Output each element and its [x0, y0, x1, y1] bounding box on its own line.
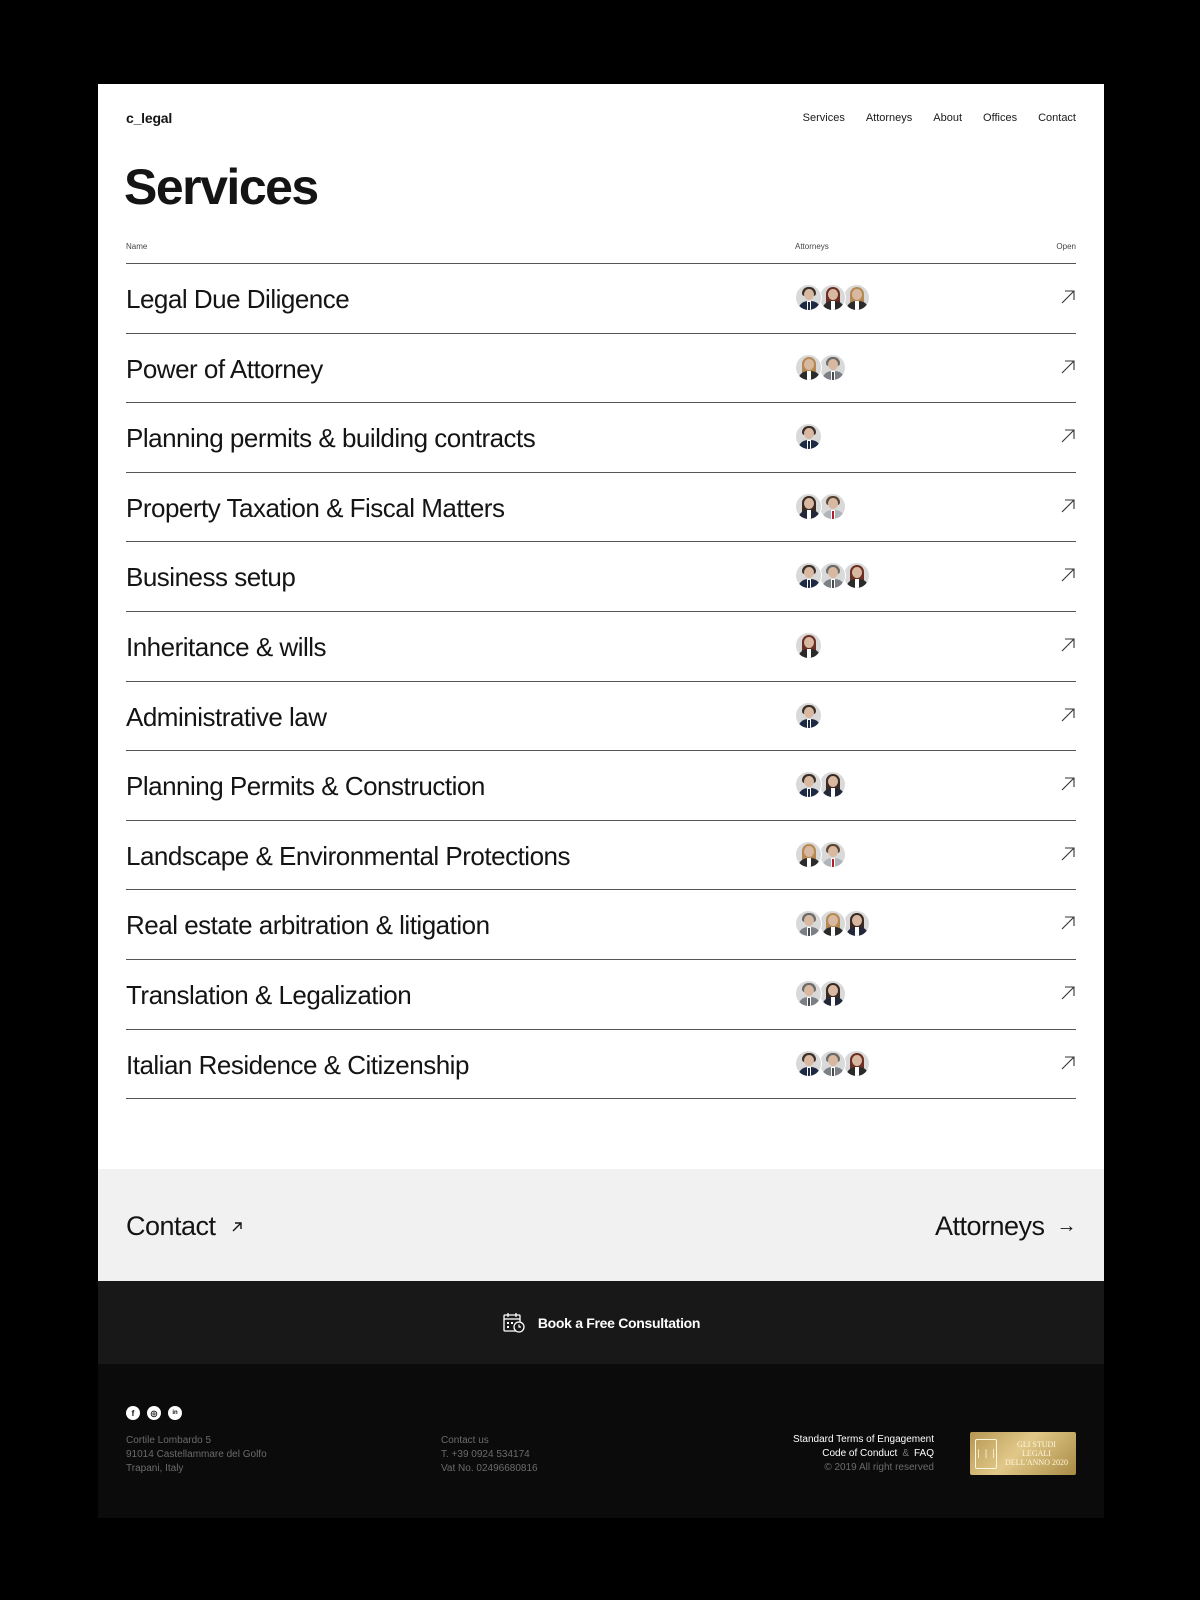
service-name[interactable]: Property Taxation & Fiscal Matters [126, 492, 505, 523]
avatar-woman-blonde[interactable] [795, 841, 822, 868]
table-header [126, 242, 1076, 264]
footer-legal-links [793, 1433, 934, 1475]
column-header-attorneys: Attorneys [795, 242, 829, 251]
arrow-up-right-icon[interactable] [1060, 707, 1076, 723]
table-row[interactable] [126, 334, 1076, 404]
avatar-man-navy[interactable] [795, 562, 822, 589]
table-row[interactable] [126, 682, 1076, 752]
book-consultation-label: Book a Free Consultation [537, 1314, 701, 1331]
instagram-icon[interactable]: ◎ [147, 1406, 161, 1420]
terms-link[interactable]: Standard Terms of Engagement [792, 1434, 934, 1445]
avatar-woman-blonde[interactable] [843, 284, 870, 311]
attorney-avatars [795, 1050, 867, 1077]
table-row[interactable] [126, 264, 1076, 334]
attorney-avatars [795, 493, 843, 520]
avatar-woman-red[interactable] [843, 1050, 870, 1077]
service-name[interactable]: Landscape & Environmental Protections [126, 840, 570, 871]
avatar-woman-blonde[interactable] [795, 354, 822, 381]
avatar-man-navy[interactable] [795, 702, 822, 729]
nav-offices[interactable]: Offices [983, 112, 1018, 124]
page [98, 84, 1104, 1518]
copyright: © 2019 All right reserved [824, 1462, 934, 1473]
contact-phone[interactable]: T. +39 0924 534174 [441, 1449, 530, 1460]
avatar-man-navy[interactable] [795, 423, 822, 450]
attorney-avatars [795, 910, 867, 937]
service-name[interactable]: Real estate arbitration & litigation [126, 910, 490, 941]
table-body [126, 264, 1076, 1099]
service-name[interactable]: Business setup [126, 562, 296, 593]
attorney-avatars [795, 702, 819, 729]
footer-contact [441, 1434, 538, 1476]
column-header-open: Open [1056, 242, 1076, 251]
nav-contact[interactable]: Contact [1038, 112, 1076, 124]
award-line: DELL'ANNO 2020 [1005, 1458, 1068, 1467]
table-row[interactable] [126, 890, 1076, 960]
service-name[interactable]: Planning permits & building contracts [126, 423, 536, 454]
code-of-conduct-link[interactable]: Code of Conduct [822, 1448, 898, 1459]
attorney-avatars [795, 632, 819, 659]
calendar-clock-icon [502, 1312, 526, 1334]
service-name[interactable]: Italian Residence & Citizenship [126, 1049, 469, 1080]
arrow-up-right-icon[interactable] [1060, 776, 1076, 792]
footer-nav-band [98, 1169, 1104, 1281]
arrow-up-right-icon[interactable] [1060, 915, 1076, 931]
award-badge [970, 1432, 1076, 1475]
avatar-woman-dark[interactable] [819, 771, 846, 798]
address-line: Cortile Lombardo 5 [126, 1435, 212, 1446]
address-line: Trapani, Italy [126, 1463, 184, 1474]
attorney-avatars [795, 980, 843, 1007]
arrow-up-right-icon[interactable] [1060, 1055, 1076, 1071]
footer-address [126, 1434, 267, 1476]
contact-link-label: Contact [126, 1211, 216, 1241]
arrow-up-right-icon[interactable] [1060, 428, 1076, 444]
page-title: Services [124, 159, 318, 215]
table-row[interactable] [126, 821, 1076, 891]
column-header-name: Name [126, 242, 148, 251]
avatar-woman-dark[interactable] [843, 910, 870, 937]
arrow-up-right-icon [230, 1220, 244, 1234]
attorney-avatars [795, 771, 843, 798]
avatar-woman-dark[interactable] [819, 980, 846, 1007]
table-row[interactable] [126, 612, 1076, 682]
book-consultation-button[interactable] [98, 1281, 1104, 1364]
avatar-man-gray[interactable] [795, 980, 822, 1007]
service-name[interactable]: Planning Permits & Construction [126, 771, 485, 802]
arrow-up-right-icon[interactable] [1060, 567, 1076, 583]
service-name[interactable]: Administrative law [126, 701, 327, 732]
attorney-avatars [795, 841, 843, 868]
avatar-man-gray[interactable] [819, 562, 846, 589]
attorneys-link-label: Attorneys [934, 1211, 1045, 1241]
avatar-man-navy[interactable] [795, 284, 822, 311]
nav-attorneys[interactable]: Attorneys [865, 112, 913, 124]
nav-about[interactable]: About [933, 112, 963, 124]
arrow-up-right-icon[interactable] [1060, 985, 1076, 1001]
service-name[interactable]: Translation & Legalization [126, 979, 412, 1010]
arrow-up-right-icon[interactable] [1060, 498, 1076, 514]
avatar-man-redtie[interactable] [819, 493, 846, 520]
arrow-up-right-icon[interactable] [1060, 637, 1076, 653]
table-row[interactable] [126, 473, 1076, 543]
attorney-avatars [795, 354, 843, 381]
linkedin-icon[interactable]: in [168, 1406, 182, 1420]
site-footer [98, 1364, 1104, 1518]
attorney-avatars [795, 284, 867, 311]
contact-heading[interactable]: Contact us [441, 1435, 489, 1446]
award-text [1002, 1440, 1071, 1467]
logo[interactable]: c_legal [126, 110, 173, 126]
attorney-avatars [795, 562, 867, 589]
avatar-woman-red[interactable] [843, 562, 870, 589]
service-name[interactable]: Power of Attorney [126, 353, 323, 384]
services-table [126, 242, 1076, 1099]
table-row[interactable] [126, 751, 1076, 821]
table-row[interactable] [126, 542, 1076, 612]
avatar-woman-red[interactable] [819, 284, 846, 311]
main-nav [803, 112, 1076, 124]
social-links [126, 1406, 182, 1420]
award-line: GLI STUDI LEGALI [1017, 1440, 1056, 1458]
arrow-right-icon: → [1056, 1215, 1076, 1237]
avatar-woman-red[interactable] [795, 632, 822, 659]
address-line: 91014 Castellammare del Golfo [126, 1449, 267, 1460]
avatar-man-navy[interactable] [795, 771, 822, 798]
award-seal-icon: ❘❘❘ [975, 1439, 997, 1469]
attorneys-link[interactable] [935, 1211, 1076, 1242]
nav-services[interactable]: Services [802, 112, 845, 124]
contact-link[interactable] [126, 1211, 244, 1242]
attorney-avatars [795, 423, 819, 450]
avatar-man-gray[interactable] [819, 354, 846, 381]
table-row[interactable] [126, 960, 1076, 1030]
contact-vat: Vat No. 02496680816 [441, 1463, 538, 1474]
arrow-up-right-icon[interactable] [1060, 289, 1076, 305]
avatar-woman-blonde[interactable] [819, 910, 846, 937]
faq-link[interactable]: FAQ [913, 1448, 934, 1459]
service-name[interactable]: Inheritance & wills [126, 631, 327, 662]
avatar-man-gray[interactable] [795, 910, 822, 937]
arrow-up-right-icon[interactable] [1060, 846, 1076, 862]
separator: & [902, 1448, 909, 1459]
avatar-woman-dark[interactable] [795, 493, 822, 520]
table-row[interactable] [126, 1030, 1076, 1100]
table-row[interactable] [126, 403, 1076, 473]
service-name[interactable]: Legal Due Diligence [126, 284, 350, 314]
avatar-man-gray[interactable] [819, 1050, 846, 1077]
facebook-icon[interactable]: f [126, 1406, 140, 1420]
avatar-man-redtie[interactable] [819, 841, 846, 868]
arrow-up-right-icon[interactable] [1060, 359, 1076, 375]
avatar-man-navy[interactable] [795, 1050, 822, 1077]
